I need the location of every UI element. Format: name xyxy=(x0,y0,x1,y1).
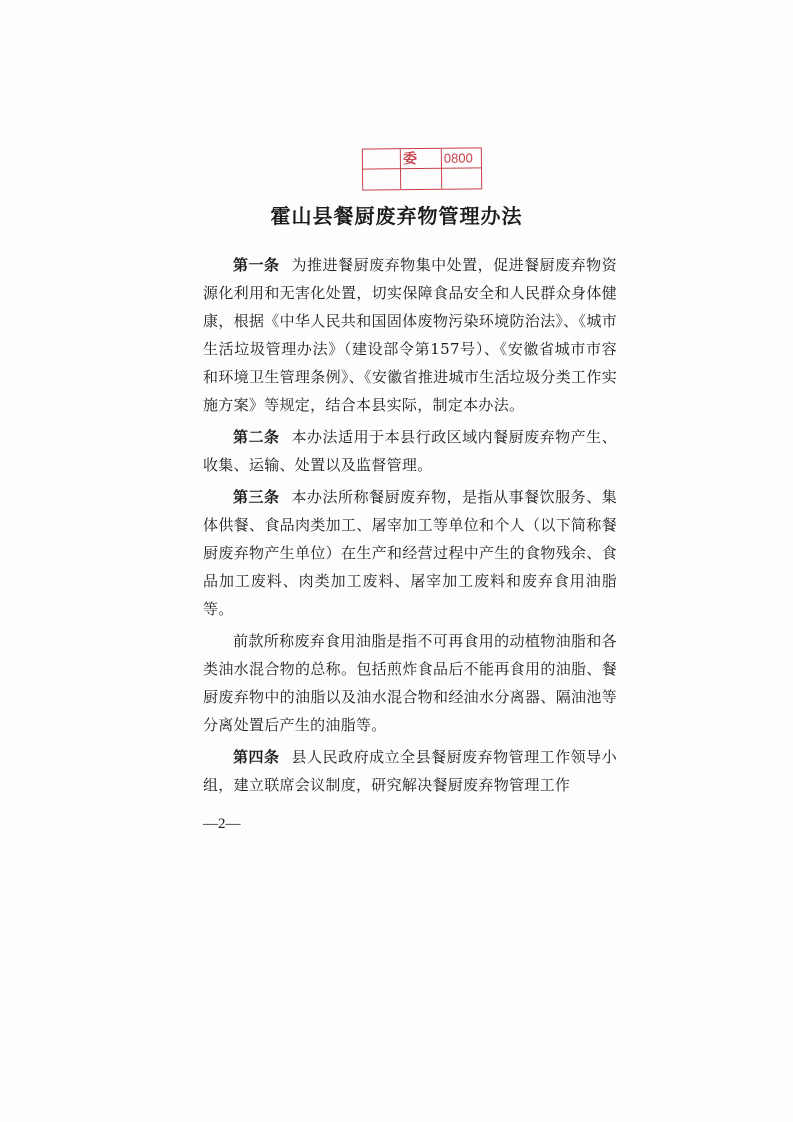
stamp-divider-vertical xyxy=(400,149,401,189)
stamp-number: 0800 xyxy=(443,150,473,166)
stamp-char: 委 xyxy=(402,150,417,167)
paragraph-article-1 xyxy=(203,251,617,419)
paragraph-text: 本办法适用于本县行政区域内餐厨废弃物产生、收集、运输、处置以及监督管理。 xyxy=(203,428,617,474)
stamp-divider-horizontal xyxy=(363,167,481,169)
document-title: 霍山县餐厨废弃物管理办法 xyxy=(270,204,523,228)
paragraph-article-3 xyxy=(203,483,617,623)
paragraph-article-3-continued xyxy=(203,627,617,739)
paragraph-text: 前款所称废弃食用油脂是指不可再食用的动植物油脂和各类油水混合物的总称。包括煎炸食品后不能再食用的油脂、餐厨废弃物中的油脂以及油水混合物和经油水分离器、隔油池等分离处置后产生的油脂等。 xyxy=(203,632,617,734)
paragraph-article-4 xyxy=(203,743,617,799)
article-label: 第一条 xyxy=(233,256,280,274)
paragraph-article-2 xyxy=(203,423,617,479)
article-label: 第三条 xyxy=(233,488,280,506)
document-body xyxy=(203,251,617,803)
article-label: 第四条 xyxy=(233,748,280,766)
paragraph-text: 为推进餐厨废弃物集中处置，促进餐厨废弃物资源化利用和无害化处置，切实保障食品安全和人民群众身体健康，根据《中华人民共和国固体废物污染环境防治法》、《城市生活垃圾管理办法》（建设部令第157号）、《安徽省城市市容和环境卫生管理条例》、《安徽省推进城市生活垃圾分类工作实施方案》等规定，结合本县实际，制定本办法。 xyxy=(203,256,617,414)
stamp-divider-vertical xyxy=(441,149,442,189)
article-label: 第二条 xyxy=(233,428,280,446)
paragraph-text: 本办法所称餐厨废弃物，是指从事餐饮服务、集体供餐、食品肉类加工、屠宰加工等单位和个人（以下简称餐厨废弃物产生单位）在生产和经营过程中产生的食物残余、食品加工废料、肉类加工废料、屠宰加工废料和废弃食用油脂等。 xyxy=(203,488,617,618)
paragraph-text: 县人民政府成立全县餐厨废弃物管理工作领导小组，建立联席会议制度，研究解决餐厨废弃物管理工作 xyxy=(203,748,617,794)
page-number: —2— xyxy=(203,816,241,832)
registration-stamp xyxy=(362,147,482,190)
